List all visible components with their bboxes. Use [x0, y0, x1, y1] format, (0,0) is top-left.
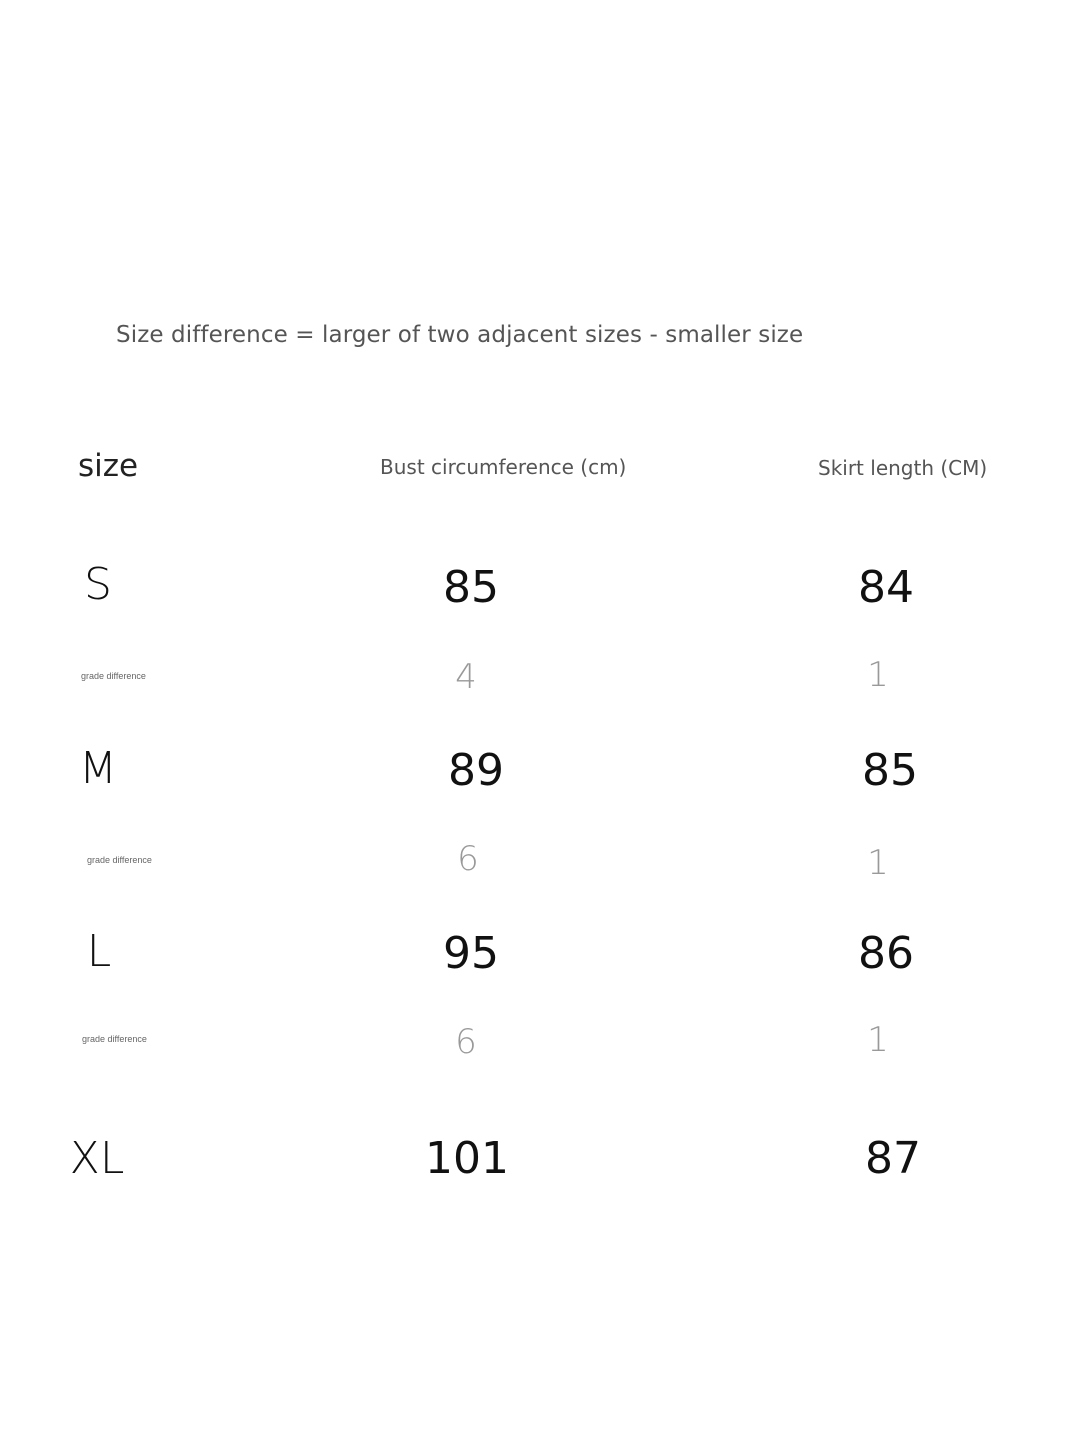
size-label-s: S [84, 559, 112, 610]
size-label-m: M [79, 743, 117, 794]
grade-bust-value: 6 [457, 839, 479, 879]
skirt-value-s: 84 [858, 562, 914, 613]
grade-difference-label: grade difference [81, 671, 146, 681]
skirt-value-l: 86 [858, 928, 914, 979]
skirt-value-xl: 87 [865, 1133, 921, 1184]
skirt-value-m: 85 [862, 745, 918, 796]
grade-skirt-value: 1 [867, 1020, 889, 1060]
grade-bust-value: 4 [455, 657, 477, 697]
header-skirt-length: Skirt length (CM) [818, 456, 988, 480]
grade-skirt-value: 1 [867, 843, 889, 883]
grade-difference-label: grade difference [82, 1034, 147, 1044]
header-size: size [78, 448, 139, 484]
size-label-l: L [86, 926, 112, 977]
grade-difference-label: grade difference [87, 855, 152, 865]
grade-skirt-value: 1 [867, 655, 889, 695]
bust-value-m: 89 [448, 745, 504, 796]
bust-value-s: 85 [443, 562, 499, 613]
bust-value-l: 95 [443, 928, 499, 979]
grade-bust-value: 6 [455, 1022, 477, 1062]
size-difference-note: Size difference = larger of two adjacent sizes - smaller size [116, 322, 804, 348]
bust-value-xl: 101 [425, 1133, 509, 1184]
size-label-xl: XL [69, 1133, 125, 1184]
header-bust-circumference: Bust circumference (cm) [380, 455, 627, 479]
